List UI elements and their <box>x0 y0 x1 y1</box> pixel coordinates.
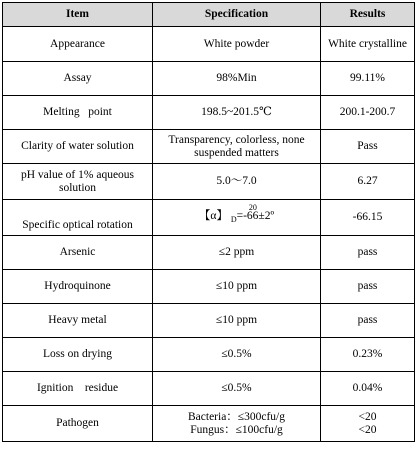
row-item: Appearance <box>3 27 153 62</box>
row-result: Pass <box>321 130 415 164</box>
header-item: Item <box>3 3 153 27</box>
row-item: Clarity of water solution <box>3 130 153 164</box>
table-row <box>3 270 415 304</box>
spec-line: Transparency, colorless, none <box>168 133 305 146</box>
row-spec: 198.5~201.5℃ <box>153 96 321 130</box>
item-line: pH value of 1% aqueous <box>20 168 135 181</box>
row-result: 6.27 <box>321 164 415 200</box>
row-result: 200.1-200.7 <box>321 96 415 130</box>
row-spec: ≤10 ppm <box>153 304 321 338</box>
table-row <box>3 62 415 96</box>
row-item: Ignition residue <box>3 372 153 406</box>
optical-rotation-spec <box>198 202 275 226</box>
row-result: pass <box>321 270 415 304</box>
table-row <box>3 200 415 236</box>
row-result: -66.15 <box>321 200 415 236</box>
row-spec <box>153 130 321 164</box>
table-row <box>3 27 415 62</box>
spec-line: suspended matters <box>194 146 279 159</box>
header-specification: Specification <box>153 3 321 27</box>
row-result: 0.23% <box>321 338 415 372</box>
row-result: 0.04% <box>321 372 415 406</box>
row-spec: ≤0.5% <box>153 372 321 406</box>
row-result <box>321 406 415 442</box>
row-item <box>3 164 153 200</box>
row-result: White crystalline <box>321 27 415 62</box>
table-row <box>3 236 415 270</box>
row-item: Heavy metal <box>3 304 153 338</box>
item-line: solution <box>58 181 97 194</box>
result-line: <20 <box>358 410 377 423</box>
specification-table <box>2 2 415 442</box>
table-row <box>3 338 415 372</box>
row-result: 99.11% <box>321 62 415 96</box>
temperature-superscript: 20 <box>248 202 257 212</box>
row-result: pass <box>321 236 415 270</box>
sodium-d-subscript: D <box>230 214 237 224</box>
table-row <box>3 372 415 406</box>
row-item: Pathogen <box>3 406 153 442</box>
row-item: Arsenic <box>3 236 153 270</box>
table-row <box>3 96 415 130</box>
row-item: Assay <box>3 62 153 96</box>
spec-line: Bacteria：≤300cfu/g <box>188 410 285 423</box>
row-spec: ≤2 ppm <box>153 236 321 270</box>
table-row <box>3 130 415 164</box>
row-item: Melting point <box>3 96 153 130</box>
row-item: Specific optical rotation <box>3 200 153 236</box>
row-item: Loss on drying <box>3 338 153 372</box>
spec-line: Fungus：≤100cfu/g <box>190 423 283 436</box>
table-row <box>3 304 415 338</box>
row-spec: 5.0～7.0 <box>153 164 321 200</box>
alpha-bracket: 【α】 <box>198 209 228 222</box>
row-spec: White powder <box>153 27 321 62</box>
row-item: Hydroquinone <box>3 270 153 304</box>
row-spec <box>153 406 321 442</box>
rotation-value: =-66±2º <box>236 209 275 222</box>
header-results: Results <box>321 3 415 27</box>
row-spec: ≤0.5% <box>153 338 321 372</box>
row-spec <box>153 200 321 236</box>
table-row <box>3 406 415 442</box>
row-result: pass <box>321 304 415 338</box>
result-line: <20 <box>358 423 377 436</box>
row-spec: ≤10 ppm <box>153 270 321 304</box>
table-row <box>3 164 415 200</box>
row-spec: 98%Min <box>153 62 321 96</box>
header-row <box>3 3 415 27</box>
